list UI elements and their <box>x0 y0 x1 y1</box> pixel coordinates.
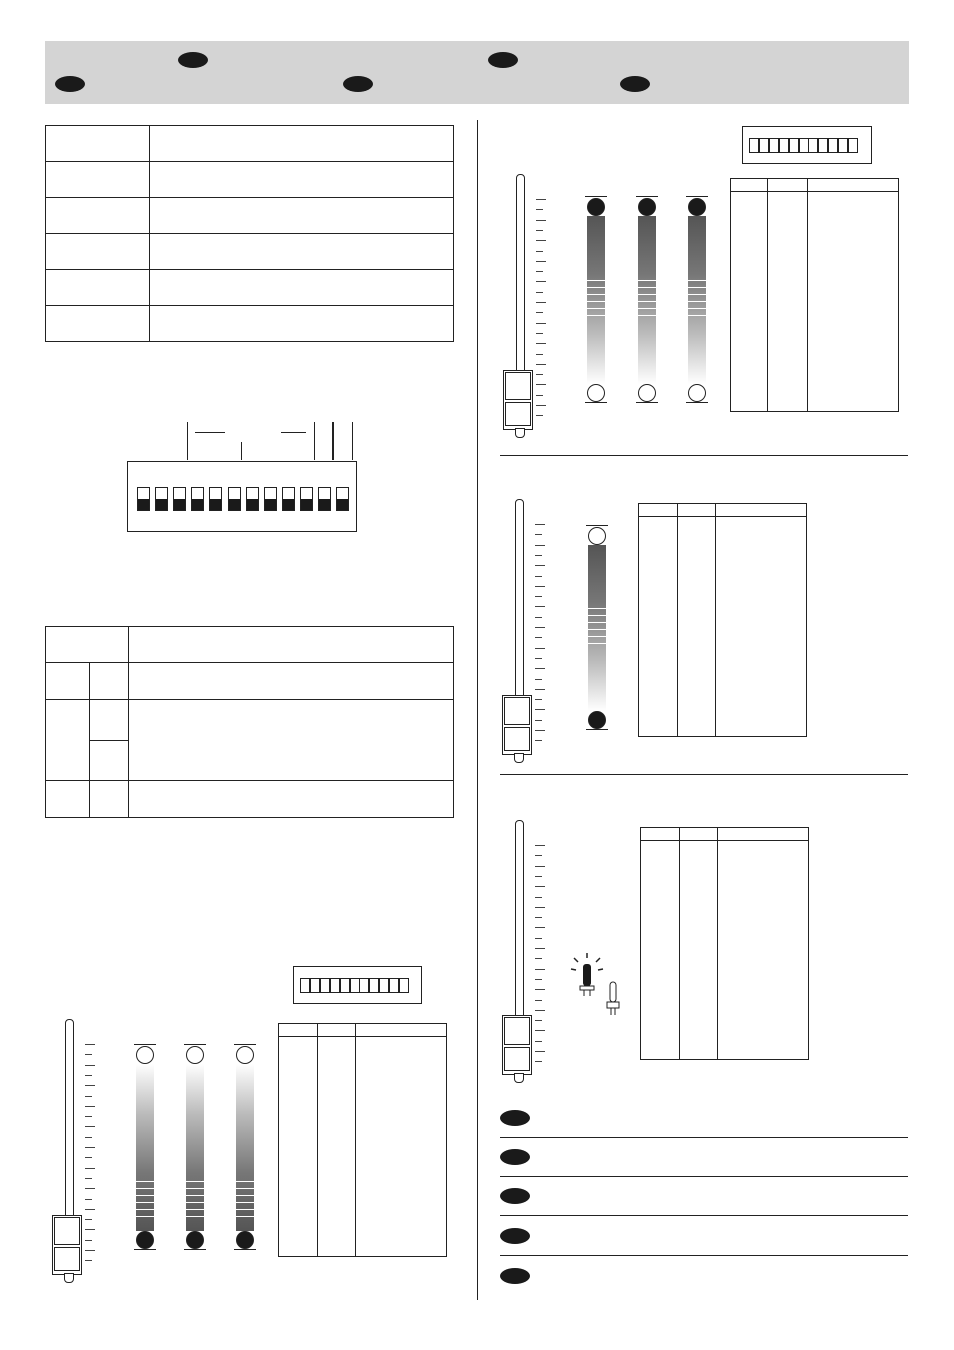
dip-switch-toggle <box>155 487 168 511</box>
scale-tick <box>85 1075 92 1076</box>
slider-tip <box>64 1273 74 1283</box>
table-cell <box>90 663 129 700</box>
scale-tick <box>535 668 545 669</box>
dip-switch-toggle <box>300 487 313 511</box>
scale-tick <box>535 596 542 597</box>
level-dot <box>236 1046 254 1064</box>
scale-tick <box>535 979 542 980</box>
bar-cap <box>686 196 708 197</box>
bar-cap <box>686 402 708 403</box>
dip-switch-toggle <box>173 487 186 511</box>
bracket-line <box>332 422 334 460</box>
dip-switch-toggle <box>818 138 828 153</box>
scale-tick <box>535 1051 545 1052</box>
dip-switch-toggle <box>228 487 241 511</box>
level-dot <box>688 384 706 402</box>
level-dot <box>588 527 606 545</box>
scale-tick <box>85 1126 95 1127</box>
dip-switch-toggle <box>340 978 350 993</box>
scale-tick <box>536 281 546 282</box>
scale-tick <box>535 907 545 908</box>
dip-switch-toggle <box>191 487 204 511</box>
dip-switch-toggle <box>300 978 310 993</box>
level-dot <box>638 384 656 402</box>
table-cell <box>150 126 454 162</box>
scale-tick <box>85 1044 95 1045</box>
bar-cap <box>184 1044 206 1045</box>
scale-tick <box>536 312 543 313</box>
table-cell <box>129 627 454 663</box>
dip-switch-toggle <box>336 487 349 511</box>
dip-switch-toggle <box>848 138 858 153</box>
bar-cap <box>134 1249 156 1250</box>
dip-switch-toggle <box>399 978 409 993</box>
language-badge <box>500 1268 530 1284</box>
bar-cap <box>585 196 607 197</box>
slider-tip <box>515 428 525 438</box>
language-row <box>500 1139 908 1177</box>
scale-tick <box>536 343 546 344</box>
scale-tick <box>535 1061 542 1062</box>
dip-switch-toggle <box>246 487 259 511</box>
dip-switch-toggle <box>310 978 320 993</box>
bracket-line <box>241 442 242 460</box>
dip-switch-toggle <box>282 487 295 511</box>
table-cell <box>90 700 129 741</box>
slider-tip <box>514 753 524 763</box>
mini-table <box>640 827 809 1060</box>
scale-tick <box>535 740 542 741</box>
dip-switch-toggle <box>379 978 389 993</box>
level-dot <box>236 1231 254 1249</box>
table-cell <box>46 306 150 342</box>
scale-tick <box>85 1116 92 1117</box>
dip-switch-toggle <box>828 138 838 153</box>
bar-cap <box>585 402 607 403</box>
mini-table <box>278 1023 447 1257</box>
scale-tick <box>535 709 545 710</box>
bracket-line <box>281 432 306 433</box>
bar-cap <box>636 196 658 197</box>
scale-tick <box>535 720 542 721</box>
level-bar <box>236 1064 254 1231</box>
slider-rail <box>65 1019 74 1227</box>
table-cell <box>150 306 454 342</box>
scale-tick <box>535 845 545 846</box>
scale-tick <box>536 384 546 385</box>
scale-tick <box>536 395 543 396</box>
bracket-line <box>352 422 353 460</box>
scale-tick <box>535 855 542 856</box>
scale-tick <box>535 658 542 659</box>
table-cell <box>46 663 90 700</box>
function-table <box>45 626 454 818</box>
bar-cap <box>636 402 658 403</box>
scale-tick <box>536 209 543 210</box>
scale-tick <box>536 271 543 272</box>
bar-cap <box>234 1249 256 1250</box>
scale-tick <box>535 545 545 546</box>
scale-tick <box>85 1240 92 1241</box>
scale-tick <box>535 1000 542 1001</box>
scale-tick <box>535 576 542 577</box>
scale-tick <box>85 1147 95 1148</box>
table-cell <box>46 781 90 818</box>
table-cell <box>150 198 454 234</box>
scale-tick <box>535 989 545 990</box>
scale-tick <box>535 886 545 887</box>
table-cell <box>150 162 454 198</box>
language-badge <box>488 52 518 68</box>
language-badge <box>178 52 208 68</box>
dip-switch-toggle <box>320 978 330 993</box>
scale-tick <box>85 1106 95 1107</box>
scale-tick <box>536 199 546 200</box>
dip-switch-toggle <box>369 978 379 993</box>
bar-cap <box>234 1044 256 1045</box>
bracket-line <box>195 432 225 433</box>
bar-cap <box>184 1249 206 1250</box>
dip-switch-toggle <box>799 138 809 153</box>
scale-tick <box>535 689 545 690</box>
slider-handle-lower <box>504 1047 530 1071</box>
header-band <box>45 41 909 104</box>
scale-tick <box>535 565 545 566</box>
level-dot <box>186 1231 204 1249</box>
scale-tick <box>536 240 546 241</box>
bar-cap <box>134 1044 156 1045</box>
language-badge <box>343 76 373 92</box>
level-bar <box>186 1064 204 1231</box>
dip-switch-toggle <box>769 138 779 153</box>
slider-rail <box>516 174 525 382</box>
dip-switch-toggle <box>808 138 818 153</box>
dip-switch-toggle <box>359 978 369 993</box>
scale-tick <box>536 364 546 365</box>
language-badge <box>55 76 85 92</box>
table-cell <box>46 627 129 663</box>
table-cell <box>46 270 150 306</box>
scale-tick <box>85 1219 92 1220</box>
dip-switch-toggle <box>330 978 340 993</box>
dip-switch-toggle <box>749 138 759 153</box>
scale-tick <box>535 948 545 949</box>
level-dot <box>588 711 606 729</box>
language-row <box>500 1258 908 1296</box>
table-cell <box>46 162 150 198</box>
language-badge <box>500 1149 530 1165</box>
slider-handle-lower <box>505 402 531 426</box>
table-cell <box>150 234 454 270</box>
dip-switch-toggle <box>759 138 769 153</box>
language-badge <box>500 1110 530 1126</box>
level-bar <box>688 216 706 384</box>
table-cell <box>90 741 129 781</box>
scale-tick <box>535 917 542 918</box>
scale-tick <box>536 230 543 231</box>
slider-tip <box>514 1073 524 1083</box>
scale-tick <box>85 1137 92 1138</box>
slider-rail <box>515 820 524 1027</box>
language-badge <box>500 1228 530 1244</box>
scale-tick <box>535 606 545 607</box>
scale-tick <box>535 876 542 877</box>
dip-switch-block <box>293 966 422 1004</box>
scale-tick <box>85 1168 95 1169</box>
scale-tick <box>85 1209 95 1210</box>
scale-tick <box>536 292 543 293</box>
scale-tick <box>535 627 545 628</box>
dip-switch-toggle <box>789 138 799 153</box>
mini-table <box>638 503 807 737</box>
scale-tick <box>535 938 542 939</box>
level-dot <box>136 1046 154 1064</box>
dip-switch-toggle <box>209 487 222 511</box>
scale-tick <box>535 699 542 700</box>
dip-switch-toggle <box>318 487 331 511</box>
dip-switch-toggle <box>389 978 399 993</box>
level-dot <box>186 1046 204 1064</box>
slider-handle-upper <box>504 1017 530 1045</box>
level-dot <box>587 198 605 216</box>
slider-handle-lower <box>504 727 530 751</box>
slider-handle-lower <box>54 1247 80 1271</box>
scale-tick <box>535 969 545 970</box>
table-cell <box>90 781 129 818</box>
bar-cap <box>586 729 608 730</box>
scale-tick <box>85 1054 92 1055</box>
scale-tick <box>535 958 542 959</box>
scale-tick <box>85 1250 95 1251</box>
scale-tick <box>535 637 542 638</box>
dip-switch-block <box>742 126 872 164</box>
table-cell <box>46 700 90 781</box>
scale-tick <box>535 1020 542 1021</box>
scale-tick <box>536 354 543 355</box>
table-cell <box>46 234 150 270</box>
scale-tick <box>85 1178 92 1179</box>
scale-tick <box>85 1260 92 1261</box>
dip-switch-toggle <box>779 138 789 153</box>
scale-tick <box>536 261 546 262</box>
scale-tick <box>535 534 542 535</box>
language-row <box>500 1218 908 1256</box>
section-separator <box>500 455 908 456</box>
slider-handle-upper <box>504 697 530 725</box>
scale-tick <box>535 524 545 525</box>
scale-tick <box>536 220 546 221</box>
scale-tick <box>535 1010 545 1011</box>
scale-tick <box>535 927 545 928</box>
dip-switch-block <box>127 461 357 532</box>
section-separator <box>500 774 908 775</box>
table-cell <box>150 270 454 306</box>
scale-tick <box>535 555 542 556</box>
language-row <box>500 1178 908 1216</box>
scale-tick <box>536 323 546 324</box>
column-divider <box>477 120 478 1300</box>
bar-cap <box>586 525 608 526</box>
bracket-line <box>314 422 315 460</box>
dip-switch-toggle <box>838 138 848 153</box>
scale-tick <box>536 415 543 416</box>
dip-switch-toggle <box>350 978 360 993</box>
scale-tick <box>536 302 546 303</box>
level-dot <box>136 1231 154 1249</box>
mini-table <box>730 178 899 412</box>
dip-switch-toggle <box>264 487 277 511</box>
level-dot <box>688 198 706 216</box>
slider-rail <box>515 499 524 707</box>
table-cell <box>129 663 454 700</box>
scale-tick <box>535 679 542 680</box>
scale-tick <box>85 1229 95 1230</box>
level-dot <box>587 384 605 402</box>
scale-tick <box>535 617 542 618</box>
language-row <box>500 1100 908 1138</box>
scale-tick <box>535 586 545 587</box>
led-indicator-icon <box>570 950 630 1020</box>
scale-tick <box>535 1041 542 1042</box>
scale-tick <box>85 1188 95 1189</box>
scale-tick <box>85 1157 92 1158</box>
dip-switch-toggle <box>137 487 150 511</box>
language-badge <box>620 76 650 92</box>
scale-tick <box>85 1085 95 1086</box>
scale-tick <box>535 1030 545 1031</box>
scale-tick <box>536 333 543 334</box>
settings-table <box>45 125 454 342</box>
scale-tick <box>85 1065 95 1066</box>
slider-handle-upper <box>54 1217 80 1245</box>
level-bar <box>136 1064 154 1231</box>
scale-tick <box>535 866 545 867</box>
scale-tick <box>536 374 543 375</box>
scale-tick <box>535 897 542 898</box>
scale-tick <box>536 405 546 406</box>
language-badge <box>500 1188 530 1204</box>
slider-handle-upper <box>505 372 531 400</box>
level-bar <box>638 216 656 384</box>
scale-tick <box>535 648 545 649</box>
table-cell <box>46 198 150 234</box>
table-cell <box>129 700 454 781</box>
bracket-line <box>187 422 188 460</box>
scale-tick <box>85 1096 92 1097</box>
level-bar <box>588 545 606 711</box>
table-cell <box>46 126 150 162</box>
level-dot <box>638 198 656 216</box>
level-bar <box>587 216 605 384</box>
scale-tick <box>536 251 543 252</box>
scale-tick <box>85 1199 92 1200</box>
table-cell <box>129 781 454 818</box>
scale-tick <box>535 730 545 731</box>
